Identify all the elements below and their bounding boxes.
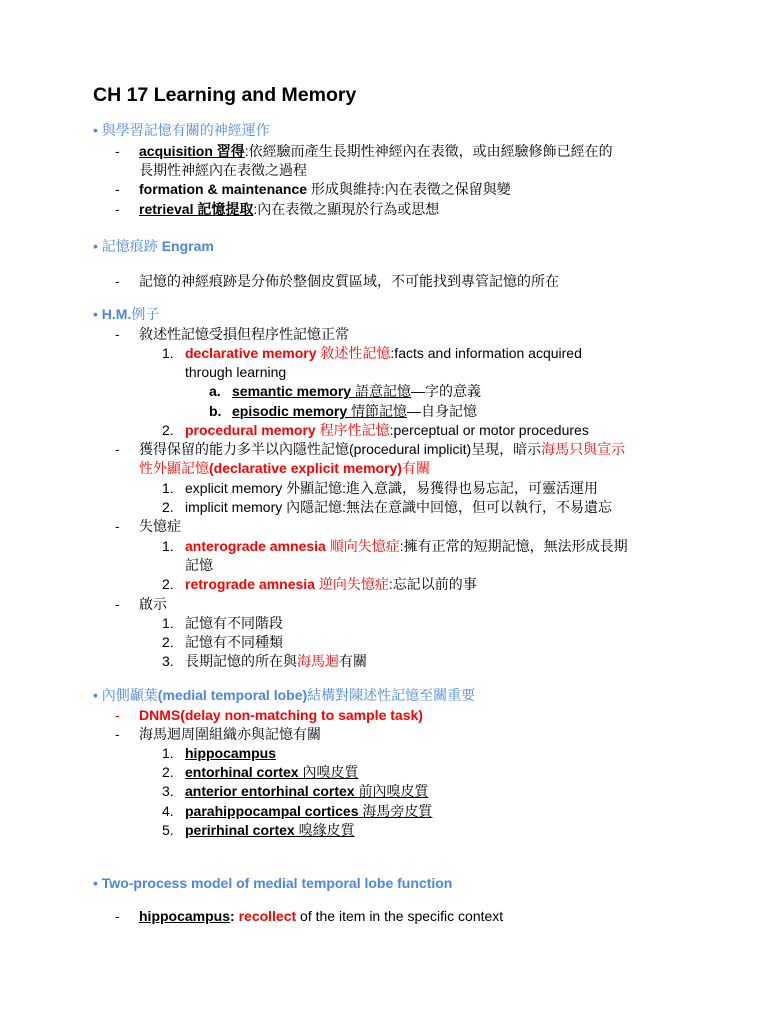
section-4-title-c: 結構對陳述性記憶至關重要: [307, 687, 476, 703]
dash: -: [115, 707, 120, 723]
types-text: 記憶有不同種類: [185, 634, 283, 650]
section-4-title-a: 內側顳葉: [101, 687, 158, 703]
dash: -: [115, 518, 120, 534]
number: 1.: [162, 480, 174, 496]
term-entorhinal: entorhinal cortex: [185, 764, 299, 780]
term-parahippocampal: parahippocampal cortices: [185, 803, 359, 819]
desc-recollect: of the item in the specific context: [296, 908, 504, 924]
section-5-header: [93, 874, 452, 893]
amnesia-text: 失憶症: [139, 518, 181, 534]
term-anterior-entorhinal: anterior entorhinal cortex: [185, 783, 355, 799]
location-text: 長期記憶的所在與: [185, 653, 297, 669]
hm-2-highlight: 海馬只與宣示: [541, 441, 626, 457]
surrounding-text: 海馬迴周圍組織亦與記憶有關: [139, 726, 321, 742]
section-1-title: 與學習記憶有關的神經運作: [101, 122, 270, 138]
number: 2.: [162, 634, 174, 650]
location-suffix: 有關: [339, 653, 367, 669]
dash: -: [115, 201, 120, 217]
dash: -: [115, 181, 120, 197]
number: 2.: [162, 576, 174, 592]
term-procedural: procedural memory: [185, 422, 316, 438]
insight-text: 啟示: [139, 596, 167, 612]
colon: :: [230, 908, 239, 924]
desc-retrieval: :內在表徵之顯現於行為或思想: [253, 201, 440, 217]
implicit-text: implicit memory 內隱記憶:無法在意識中回憶，但可以執行，不易遺忘: [185, 499, 613, 515]
bullet: •: [93, 238, 98, 254]
desc-declarative: :facts and information acquired: [390, 345, 582, 361]
term-acquisition: acquisition 習得: [139, 143, 245, 159]
hm-1-text: 敘述性記憶受損但程序性記憶正常: [139, 326, 349, 342]
term-episodic: episodic memory: [232, 403, 348, 419]
number: 5.: [162, 822, 174, 838]
section-3-title-en: H.M.: [101, 306, 132, 322]
bullet: •: [93, 122, 98, 138]
desc-anterograde-cont: 記憶: [185, 557, 213, 573]
term-anterograde-zh: 順向失憶症: [325, 538, 400, 554]
desc-acquisition: :依經驗而產生長期性神經內在表徵，或由經驗修飾已經在的: [244, 143, 613, 159]
term-episodic-zh: 情節記憶: [347, 403, 408, 419]
letter: b.: [209, 403, 222, 419]
desc-anterograde: :擁有正常的短期記憶，無法形成長期: [399, 538, 628, 554]
term-hippocampus: hippocampus: [185, 745, 277, 761]
number: 2.: [162, 422, 174, 438]
term-parahippocampal-zh: 海馬旁皮質: [358, 803, 433, 819]
dash: -: [115, 726, 120, 742]
term-declarative: declarative memory: [185, 345, 317, 361]
section-2-title-en: Engram: [161, 238, 214, 254]
number: 1.: [162, 615, 174, 631]
number: 2.: [162, 764, 174, 780]
hm-2-term: (declarative explicit memory): [209, 460, 402, 476]
term-retrograde-zh: 逆向失憶症: [314, 576, 389, 592]
term-semantic-zh: 語意記憶: [351, 383, 411, 399]
hm-2-highlight-cont: 性外顯記憶: [139, 460, 209, 476]
number: 2.: [162, 499, 174, 515]
desc-formation: 形成與維持:內在表徵之保留與變: [307, 181, 511, 197]
desc-procedural: :perceptual or motor procedures: [389, 422, 589, 438]
section-4-title-b: (medial temporal lobe): [157, 687, 308, 703]
number: 1.: [162, 345, 174, 361]
dash: -: [115, 143, 120, 159]
term-entorhinal-zh: 內嗅皮質: [298, 764, 359, 780]
number: 1.: [162, 538, 174, 554]
bullet: •: [93, 306, 98, 322]
term-hippocampus-recollect: hippocampus: [139, 908, 231, 924]
section-2-header: [93, 237, 214, 256]
term-anterograde: anterograde amnesia: [185, 538, 326, 554]
term-anterior-entorhinal-zh: 前內嗅皮質: [354, 783, 429, 799]
section-3-header: [93, 305, 159, 324]
number: 3.: [162, 783, 174, 799]
stages-text: 記憶有不同階段: [185, 615, 283, 631]
dash: -: [115, 273, 120, 289]
dash: -: [115, 441, 120, 457]
term-procedural-zh: 程序性記憶: [315, 422, 390, 438]
page-title: CH 17 Learning and Memory: [93, 84, 357, 106]
location-highlight: 海馬迴: [297, 653, 339, 669]
desc-retrograde: :忘記以前的事: [388, 576, 477, 592]
section-1-header: [93, 121, 270, 140]
dash: -: [115, 326, 120, 342]
section-5-title: Two-process model of medial temporal lobe function: [101, 875, 453, 891]
section-2-title-zh: 記憶痕跡: [101, 238, 162, 254]
number: 4.: [162, 803, 174, 819]
explicit-text: explicit memory 外顯記憶:進入意識，易獲得也易忘記，可靈活運用: [185, 480, 599, 496]
section-3-title-zh: 例子: [131, 306, 160, 322]
number: 1.: [162, 745, 174, 761]
letter: a.: [209, 383, 221, 399]
term-formation: formation & maintenance: [139, 181, 308, 197]
term-semantic: semantic memory: [232, 383, 352, 399]
hm-2-suffix: 有關: [401, 460, 430, 476]
term-declarative-zh: 敘述性記憶: [316, 345, 391, 361]
term-retrograde: retrograde amnesia: [185, 576, 315, 592]
section-4-header: [93, 686, 475, 705]
number: 3.: [162, 653, 174, 669]
term-perirhinal: perirhinal cortex: [185, 822, 295, 838]
term-retrieval: retrieval 記憶提取: [139, 201, 254, 217]
dash: -: [115, 596, 120, 612]
desc-acquisition-cont: 長期性神經內在表徵之過程: [139, 162, 307, 178]
dnms-text: DNMS(delay non-matching to sample task): [139, 707, 423, 723]
desc-semantic: —字的意義: [410, 383, 481, 399]
dash: -: [115, 908, 120, 924]
desc-episodic: —自身記憶: [407, 403, 478, 419]
term-perirhinal-zh: 嗅緣皮質: [294, 822, 355, 838]
bullet: •: [93, 875, 98, 891]
hm-2-text: 獲得保留的能力多半以內隱性記憶(procedural implicit)呈現，暗示: [139, 441, 542, 457]
term-recollect: recollect: [238, 908, 297, 924]
hm-2-cont: [139, 459, 430, 478]
engram-text: 記憶的神經痕跡是分佈於整個皮質區域，不可能找到專管記憶的所在: [139, 273, 559, 289]
bullet: •: [93, 687, 98, 703]
desc-declarative-cont: through learning: [185, 364, 287, 380]
